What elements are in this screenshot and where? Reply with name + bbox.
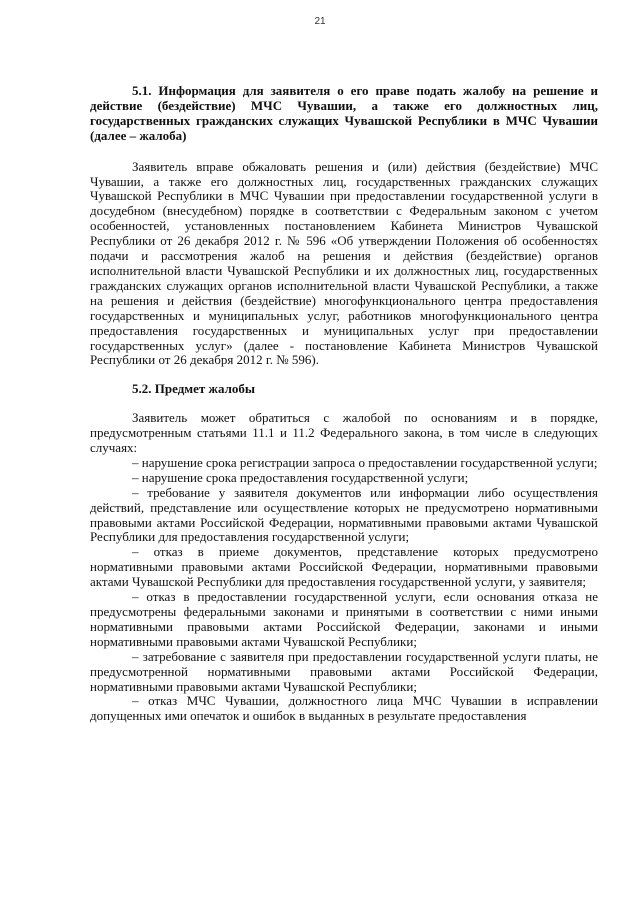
paragraph: Заявитель вправе обжаловать решения и (или) действия (бездействие) МЧС Чувашии, а также его должностных лиц, государственных гражданских служащих Чувашской Республики в МЧС Чувашии при предоставлении государственной услуги в досудебном (внесудебном) порядке в соответствии с Федеральным законом с учетом особенностей, установленных постановлением Кабинета Министров Чувашской Республики от 26 декабря 2012 г. № 596 «Об утверждении Положения об особенностях подачи и рассмотрения жалоб на решения и действия (бездействие) органов исполнительной власти Чувашской Республики и их должностных лиц, государственных гражданских служащих органов исполнительной власти Чувашской Республики, а также на решения и действия (бездействие) многофункционального центра предоставления государственных и муниципальных услуг, работников многофункционального центра предоставления государственных и муниципальных услуг при предоставлении государственных услуг» (далее - постановление Кабинета Министров Чувашской Республики от 26 декабря 2012 г. № 596).	[90, 158, 598, 368]
list-item: – требование у заявителя документов или информации либо осуществления действий, представление или осуществление которых не предусмотрено нормативными правовыми актами Российской Федерации, нормативными правовыми актами Чувашской Республики для предоставления государственной услуги;	[90, 484, 598, 545]
paragraph: Заявитель может обратиться с жалобой по основаниям и в порядке, предусмотренным статьями 11.1 и 11.2 Федерального закона, в том числе в следующих случаях:	[90, 410, 598, 456]
list-item: – отказ в приеме документов, представление которых предусмотрено нормативными правовыми актами Российской Федерации, нормативными правовыми актами Чувашской Республики для предоставления государственной услуги, у заявителя;	[90, 544, 598, 590]
list-item: – отказ в предоставлении государственной услуги, если основания отказа не предусмотрены федеральными законами и принятыми в соответствии с ними иными нормативными правовыми актами Российской Федерации, законами и иными нормативными правовыми актами Чувашской Республики;	[90, 589, 598, 649]
list-item: – нарушение срока регистрации запроса о предоставлении государственной услуги;	[132, 454, 598, 470]
page-number: 21	[314, 16, 326, 27]
list-item: – отказ МЧС Чувашии, должностного лица МЧС Чувашии в исправлении допущенных ими опечаток и ошибок в выданных в результате предоставления	[90, 693, 598, 724]
section-heading-5-1: 5.1. Информация для заявителя о его праве подать жалобу на решение и действие (бездействие) МЧС Чувашии, а также его должностных лиц, государственных гражданских служащих Чувашской Республики в МЧС Чувашии (далее – жалоба)	[90, 83, 598, 143]
section-heading-5-2: 5.2. Предмет жалобы	[132, 381, 256, 397]
list-item: – нарушение срока предоставления государственной услуги;	[132, 469, 469, 485]
document-body	[90, 84, 598, 724]
list-item: – затребование с заявителя при предоставлении государственной услуги платы, не предусмотренной нормативными правовыми актами Российской Федерации, нормативными правовыми актами Чувашской Республики;	[90, 648, 598, 694]
